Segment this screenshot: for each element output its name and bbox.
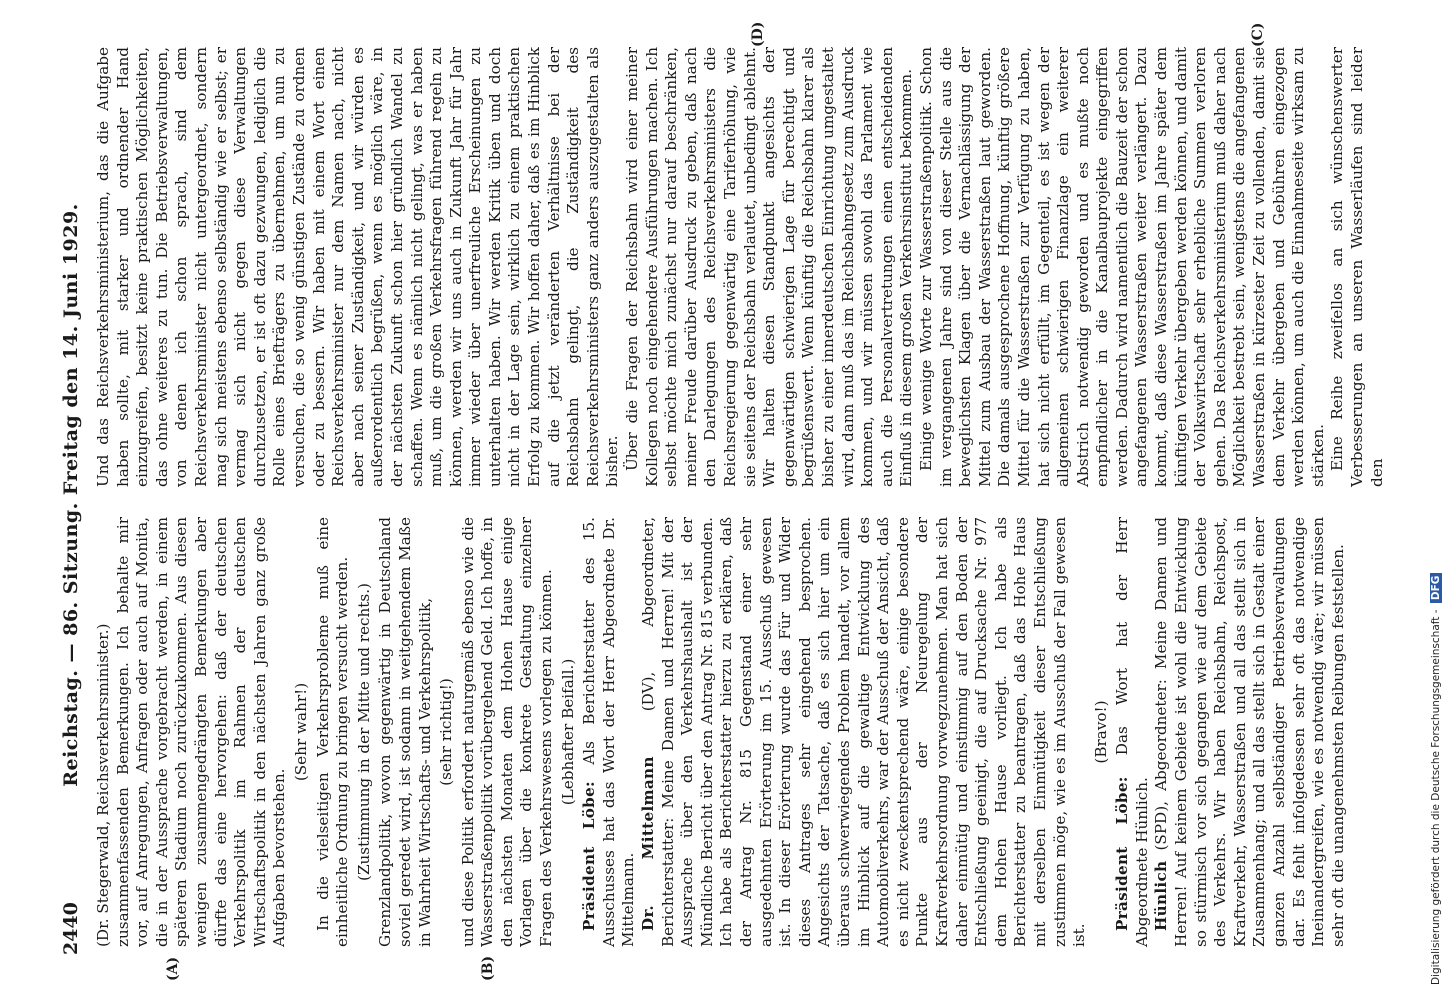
paragraph	[1152, 517, 1348, 947]
speaker-name: Hünlich	[1152, 860, 1171, 931]
funding-note	[1430, 573, 1442, 985]
speech-text: Das Wort hat der Herr Abgeordnete Hünlich.	[1113, 517, 1151, 947]
paragraph: Über die Fragen der Reichsbahn wird einer meiner Kollegen noch eingehendere Ausführungen machen. Ich selbst möchte mich zunächst nur darauf beschränken, meiner Freude darüber Ausdruck zu geben, daß nach den Darlegungen des Reichsverkehrsministers die Reichsregierung gegenwärtig eine Tariferhöhung, wie sie seitens der Reichsbahn verlautet, unbedingt ablehnt. Wir halten diesen Standpunkt angesichts der gegenwärtigen schwierigen Lage für berechtigt und begrüßenswert. Wenn künftig die Reichsbahn klarer als bisher zu einer innerdeutschen Einrichtung umgestaltet wird, dann muß das im Reichsbahngesetz zum Ausdruck kommen, und wir müssen sowohl das Parlament wie auch die Personalvertretungen einen entscheidenden Einfluß in diesem großen Verkehrsinstitut bekommen.	[623, 47, 916, 487]
remark: (Sehr wahr!)	[291, 682, 310, 782]
speech-text: Als Berichterstatter des 15. Ausschusses hat das Wort der Herr Abgeordnete Dr. Mittelmann.	[580, 516, 638, 947]
paragraph: In die vielseitigen Verkehrsprobleme muß eine einheitliche Ordnung zu bringen versucht werden.	[313, 517, 352, 947]
paragraph: Eine Reihe zweifellos an sich wünschenswerter Verbesserungen an unseren Wasserläufen sind leider den	[1328, 47, 1386, 487]
paragraph	[580, 517, 639, 947]
speech-text: (SPD), Abgeordneter: Meine Damen und Herren! Auf keinem Gebiete ist wohl die Entwicklung so stürmisch vor sich gegangen wie auf dem Gebiete des Verkehrs. Wir haben Reichsbahn, Reichspost, Kraftverkehr, Wasserstraßen und all das stellt sich in Zusammenhang; und all das stellt sich in Gestalt einer ganzen Anzahl selbständiger Betriebsverwaltungen dar. Es fehlt infolgedessen sehr oft das notwendige Ineinandergreifen, wie es notwendig wäre; wir müssen sehr oft die unangenehmsten Reibungen feststellen.	[1152, 516, 1347, 947]
paragraph: zusammenfassenden Bemerkungen. Ich behalte mir vor, auf Anregungen, Anfragen oder auch auf Monita, die in der Aussprache vorgebracht werden, in einem späteren Stadium noch zurückzukommen. Aus diesen wenigen zusammengedrängten Bemerkungen aber dürfte das eine hervorgehen: daß der deutschen Verkehrspolitik im Rahmen der deutschen Wirtschaftspolitik in den nächsten Jahren ganz große Aufgaben bevorstehen.	[113, 517, 289, 947]
page-number: 2440	[60, 902, 82, 955]
margin-label-d: (D)	[750, 21, 766, 47]
remark: (Lebhafter Beifall.)	[558, 658, 577, 806]
margin-label-a: (A)	[165, 956, 181, 981]
speaker-intro: (Dr. Stegerwald, Reichsverkehrsminister.)	[94, 623, 112, 947]
paragraph	[639, 517, 1090, 947]
remark: (sehr richtig!)	[437, 678, 456, 786]
page-title: Reichstag. — 86. Sitzung. Freitag den 14. Juni 1929.	[60, 203, 82, 787]
right-column	[94, 47, 1387, 487]
page-header	[60, 35, 90, 955]
remark: (Zustimmung in der Mitte und rechts.)	[354, 583, 373, 881]
margin-label-c: (C)	[1250, 22, 1266, 47]
speaker-name: Präsident Löbe:	[1113, 776, 1132, 931]
margin-label-b: (B)	[480, 955, 496, 981]
left-column	[94, 517, 1348, 947]
speech-text: (DV), Abgeordneter, Berichterstatter: Meine Damen und Herren! Mit der Aussprache über den Verkehrshaushalt ist der Mündliche Bericht über den Antrag Nr. 815 verbunden. Ich habe als Berichterstatter hierzu zu erklären, daß der Antrag Nr. 815 Gegenstand einer sehr ausgedehnten Erörterung im 15. Ausschuß gewesen ist. In dieser Erörterung wurde das Für und Wider dieses Antrages sehr eingehend besprochen. Angesichts der Tatsache, daß es sich hier um ein überaus schwerwiegendes Problem handelt, vor allem im Hinblick auf die gewaltige Entwicklung des Automobilverkehrs, war der Ausschuß der Ansicht, daß es nicht zweckentsprechend wäre, einige besondere Punkte aus der Neuregelung der Kraftverkehrsordnung vorwegzunehmen. Man hat sich daher einmütig und einstimmig auf den Boden der Entschließung geeinigt, die auf Drucksache Nr. 977 dem Hohen Hause vorliegt. Ich habe als Berichterstatter zu beantragen, daß das Hohe Haus mit derselben Einmütigkeit dieser Entschließung zustimmen möge, wie es im Ausschuß der Fall gewesen ist.	[639, 516, 1089, 947]
paragraph: Und das Reichsverkehrsministerium, das die Aufgabe haben sollte, mit starker und ordnender Hand einzugreifen, besitzt keine praktischen Möglichkeiten, das ohne weiteres zu tun. Die Betriebsverwaltungen, von denen ich schon sprach, sind dem Reichsverkehrsminister nicht untergeordnet, sondern mag sich meistens ebenso selbständig wie er selbst; er vermag sich nicht gegen diese Verwaltungen durchzusetzen, er ist oft dazu gezwungen, lediglich die Rolle eines Briefträgers zu übernehmen, um nun zu versuchen, die so wenig günstigen Zustände zu ordnen oder zu bessern. Wir haben mit einem Wort einen Reichsverkehrsminister nur dem Namen nach, nicht aber nach seiner Zuständigkeit, und wir würden es außerordentlich begrüßen, wenn es möglich wäre, in der nächsten Zukunft schon hier gründlich Wandel zu schaffen. Wenn es nämlich nicht gelingt, was er haben muß, um die großen Verkehrsfragen führend regeln zu können, werden wir uns auch in Zukunft Jahr für Jahr immer wieder über unerfreuliche Erscheinungen zu unterhalten haben. Wir werden Kritik üben und doch nicht in der Lage sein, wirklich zu einem praktischen Erfolg zu kommen. Wir hoffen daher, daß es im Hinblick auf die jetzt veränderten Verhältnisse bei der Reichsbahn gelingt, die Zuständigkeit des Reichsverkehrsministers ganz anders auszugestalten als bisher.	[94, 47, 622, 487]
paragraph: und diese Politik erfordert naturgemäß ebenso wie die Wasserstraßenpolitik vorübergehend Geld. Ich hoffe, in den nächsten Monaten dem Hohen Hause einige Vorlagen über die konkrete Gestaltung einzelner Fragen des Verkehrswesens vorlegen zu können.	[458, 517, 556, 947]
paragraph: Grenzlandpolitik, wovon gegenwärtig in Deutschland soviel geredet wird, ist sodann in weitgehendem Maße in Wahrheit Wirtschafts- und Verkehrspolitik,	[376, 517, 434, 947]
funding-note-text: Digitalisierung gefördert durch die Deutsche Forschungsgemeinschaft -	[1430, 609, 1442, 985]
speaker-name: Dr. Mittelmann	[639, 756, 658, 931]
dfg-logo: DFG	[1430, 573, 1442, 604]
speaker-name: Präsident Löbe:	[580, 781, 599, 931]
paragraph	[1113, 517, 1152, 947]
remark: (Bravo!)	[1091, 700, 1110, 764]
digitization-note	[1412, 10, 1442, 990]
document-page	[60, 21, 1386, 981]
paragraph: Einige wenige Worte zur Wasserstraßenpolitik. Schon im vergangenen Jahre sind von dieser Stelle aus die beweglichsten Klagen über die Vernachlässigung der Mittel zum Ausbau der Wasserstraßen laut geworden. Die damals ausgesprochene Hoffnung, künftig größere Mittel für die Wasserstraßen zur Verfügung zu haben, hat sich nicht erfüllt, im Gegenteil, es ist wegen der allgemeinen schwierigen Finanzlage ein weiterer Abstrich notwendig geworden und es mußte noch empfindlicher in die Kanalbauprojekte eingegriffen werden. Dadurch wird namentlich die Bauzeit der schon angefangenen Wasserstraßen weiter verlängert. Dazu kommt, daß diese Wasserstraßen im Jahre später dem künftigen Verkehr übergeben werden können, und damit der Volkswirtschaft sehr erhebliche Summen verloren gehen. Das Reichsverkehrsministerium muß daher nach Möglichkeit bestrebt sein, wenigstens die angefangenen Wasserstraßen in kürzester Zeit zu vollenden, damit sie dem Verkehr übergeben und Gebühren eingezogen werden können, um auch die Einnahmeseite wirksam zu stärken.	[916, 47, 1327, 487]
